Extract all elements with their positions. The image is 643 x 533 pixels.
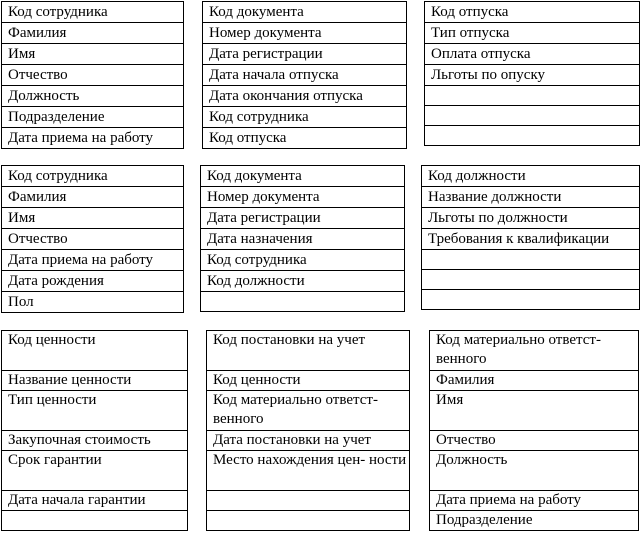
table-cell: Номер документа [203, 23, 407, 44]
table-cell: Оплата отпуска [425, 44, 640, 65]
table-cell: Имя [2, 44, 184, 65]
table-cell: Фамилия [2, 23, 184, 44]
table-cell: Код сотрудника [2, 166, 184, 187]
table-cell: Дата регистрации [201, 208, 405, 229]
table-cell: Код ценности [207, 371, 410, 391]
table-cell [422, 250, 640, 270]
table-cell: Код сотрудника [201, 250, 405, 271]
table-cell: Пол [2, 292, 184, 313]
table-leave-documents [202, 1, 407, 149]
table-cell [422, 290, 640, 310]
table-cell [207, 491, 410, 511]
table-cell [425, 106, 640, 126]
table-cell: Код материально ответст- венного [207, 391, 410, 431]
table-cell: Имя [2, 208, 184, 229]
table-cell: Дата назначения [201, 229, 405, 250]
table-cell: Дата окончания отпуска [203, 86, 407, 107]
table-employees-2 [1, 165, 184, 313]
table-cell: Имя [430, 391, 639, 431]
table-cell: Дата начала отпуска [203, 65, 407, 86]
table-assets [1, 330, 188, 531]
table-cell: Дата постановки на учет [207, 431, 410, 451]
table-cell: Код постановки на учет [207, 331, 410, 371]
table-cell: Фамилия [2, 187, 184, 208]
table-cell [422, 270, 640, 290]
table-cell: Код сотрудника [2, 2, 184, 23]
table-cell: Код должности [422, 166, 640, 187]
table-cell: Номер документа [201, 187, 405, 208]
table-cell: Код документа [201, 166, 405, 187]
table-cell: Название должности [422, 187, 640, 208]
table-leave-types [424, 1, 640, 146]
table-cell: Тип ценности [2, 391, 188, 431]
table-cell: Место нахождения цен- ности [207, 451, 410, 491]
table-cell: Код должности [201, 271, 405, 292]
table-cell: Дата приема на работу [2, 128, 184, 149]
table-cell: Дата рождения [2, 271, 184, 292]
table-asset-registration [206, 330, 410, 531]
table-cell: Код отпуска [425, 2, 640, 23]
table-employees-1 [1, 1, 184, 149]
table-cell: Код материально ответст- венного [430, 331, 639, 371]
table-cell: Код отпуска [203, 128, 407, 149]
table-cell: Дата начала гарантии [2, 491, 188, 511]
table-positions [421, 165, 640, 310]
table-cell: Код ценности [2, 331, 188, 371]
table-cell: Отчество [2, 65, 184, 86]
table-cell: Льготы по опуску [425, 65, 640, 86]
table-cell: Название ценности [2, 371, 188, 391]
table-cell: Должность [430, 451, 639, 491]
table-cell [207, 511, 410, 531]
table-cell: Код документа [203, 2, 407, 23]
table-responsible-persons [429, 330, 639, 531]
table-cell: Отчество [430, 431, 639, 451]
table-cell: Требования к квалификации [422, 229, 640, 250]
table-cell: Срок гарантии [2, 451, 188, 491]
table-cell [2, 511, 188, 531]
table-cell: Тип отпуска [425, 23, 640, 44]
table-cell: Дата приема на работу [430, 491, 639, 511]
table-cell [201, 292, 405, 312]
table-cell: Подразделение [2, 107, 184, 128]
table-cell [425, 126, 640, 146]
table-cell: Фамилия [430, 371, 639, 391]
table-cell: Отчество [2, 229, 184, 250]
table-cell [425, 86, 640, 106]
table-cell: Закупочная стоимость [2, 431, 188, 451]
table-cell: Дата регистрации [203, 44, 407, 65]
table-cell: Льготы по должности [422, 208, 640, 229]
table-cell: Дата приема на работу [2, 250, 184, 271]
table-cell: Должность [2, 86, 184, 107]
table-cell: Подразделение [430, 511, 639, 531]
table-appointment-documents [200, 165, 405, 312]
table-cell: Код сотрудника [203, 107, 407, 128]
